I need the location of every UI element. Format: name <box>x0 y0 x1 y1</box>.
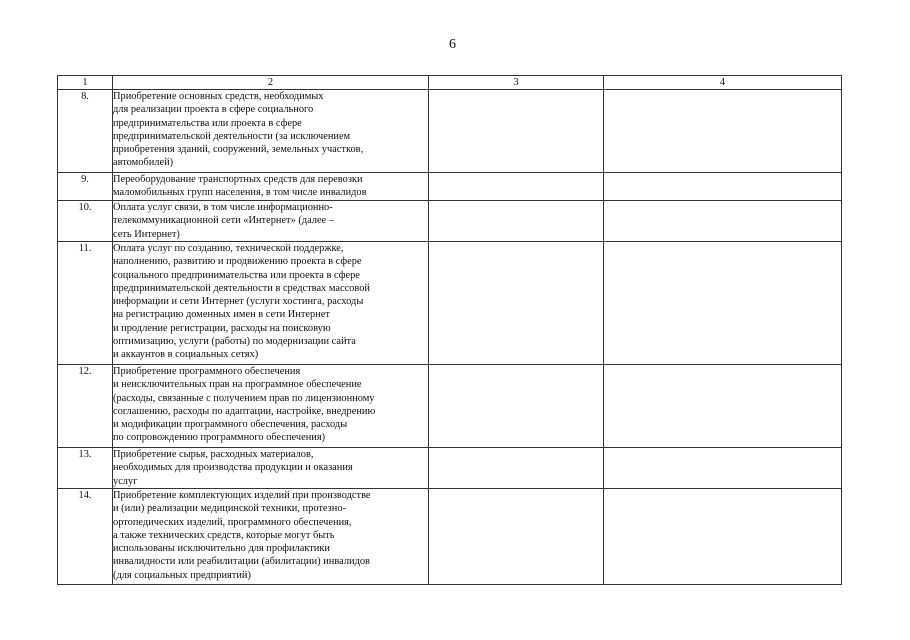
row-description: Оплата услуг связи, в том числе информационно- телекоммуникационной сети «Интернет» (далее – сеть Интернет) <box>113 201 429 242</box>
header-col-2: 2 <box>113 76 429 90</box>
row-col-4 <box>604 489 842 585</box>
table-row <box>58 242 842 365</box>
table-row <box>58 90 842 173</box>
row-description: Приобретение сырья, расходных материалов, необходимых для производства продукции и оказания услуг <box>113 448 429 489</box>
table-row <box>58 448 842 489</box>
row-number: 10. <box>58 201 113 242</box>
row-number: 12. <box>58 365 113 448</box>
row-col-3 <box>429 489 604 585</box>
row-col-4 <box>604 242 842 365</box>
row-description: Приобретение программного обеспечения и неисключительных прав на программное обеспечение (расходы, связанные с получением прав по лицензионному соглашению, расходы по адаптации, настройке, внедрению и модификации программного обеспечения, расходы по сопровождению программного обеспечения) <box>113 365 429 448</box>
row-number: 14. <box>58 489 113 585</box>
row-col-3 <box>429 242 604 365</box>
row-description: Переоборудование транспортных средств для перевозки маломобильных групп населения, в том числе инвалидов <box>113 173 429 201</box>
row-col-4 <box>604 90 842 173</box>
table-row <box>58 201 842 242</box>
header-row <box>58 76 842 90</box>
row-col-4 <box>604 201 842 242</box>
row-description: Приобретение комплектующих изделий при производстве и (или) реализации медицинской техники, протезно- ортопедических изделий, программного обеспечения, а также технических средств, которые могут быть использованы исключительно для профилактики инвалидности или реабилитации (абилитации) инвалидов (для социальных предприятий) <box>113 489 429 585</box>
row-col-4 <box>604 173 842 201</box>
row-number: 13. <box>58 448 113 489</box>
header-col-3: 3 <box>429 76 604 90</box>
row-col-4 <box>604 365 842 448</box>
header-col-1: 1 <box>58 76 113 90</box>
header-col-4: 4 <box>604 76 842 90</box>
table-body <box>58 90 842 585</box>
page-number: 6 <box>449 37 456 52</box>
row-description: Приобретение основных средств, необходимых для реализации проекта в сфере социального предпринимательства или проекта в сфере предпринимательской деятельности (за исключением приобретения зданий, сооружений, земельных участков, автомобилей) <box>113 90 429 173</box>
table-row <box>58 173 842 201</box>
row-col-3 <box>429 365 604 448</box>
table-header <box>58 76 842 90</box>
table-row <box>58 365 842 448</box>
row-col-3 <box>429 173 604 201</box>
row-col-3 <box>429 90 604 173</box>
row-number: 11. <box>58 242 113 365</box>
table-row <box>58 489 842 585</box>
row-number: 8. <box>58 90 113 173</box>
expense-table <box>57 75 842 585</box>
row-number: 9. <box>58 173 113 201</box>
row-col-3 <box>429 448 604 489</box>
row-col-3 <box>429 201 604 242</box>
row-description: Оплата услуг по созданию, технической поддержке, наполнению, развитию и продвижению проекта в сфере социального предпринимательства или проекта в сфере предпринимательской деятельности в средствах массовой информации и сети Интернет (услуги хостинга, расходы на регистрацию доменных имен в сети Интернет и продление регистрации, расходы на поисковую оптимизацию, услуги (работы) по модернизации сайта и аккаунтов в социальных сетях) <box>113 242 429 365</box>
row-col-4 <box>604 448 842 489</box>
